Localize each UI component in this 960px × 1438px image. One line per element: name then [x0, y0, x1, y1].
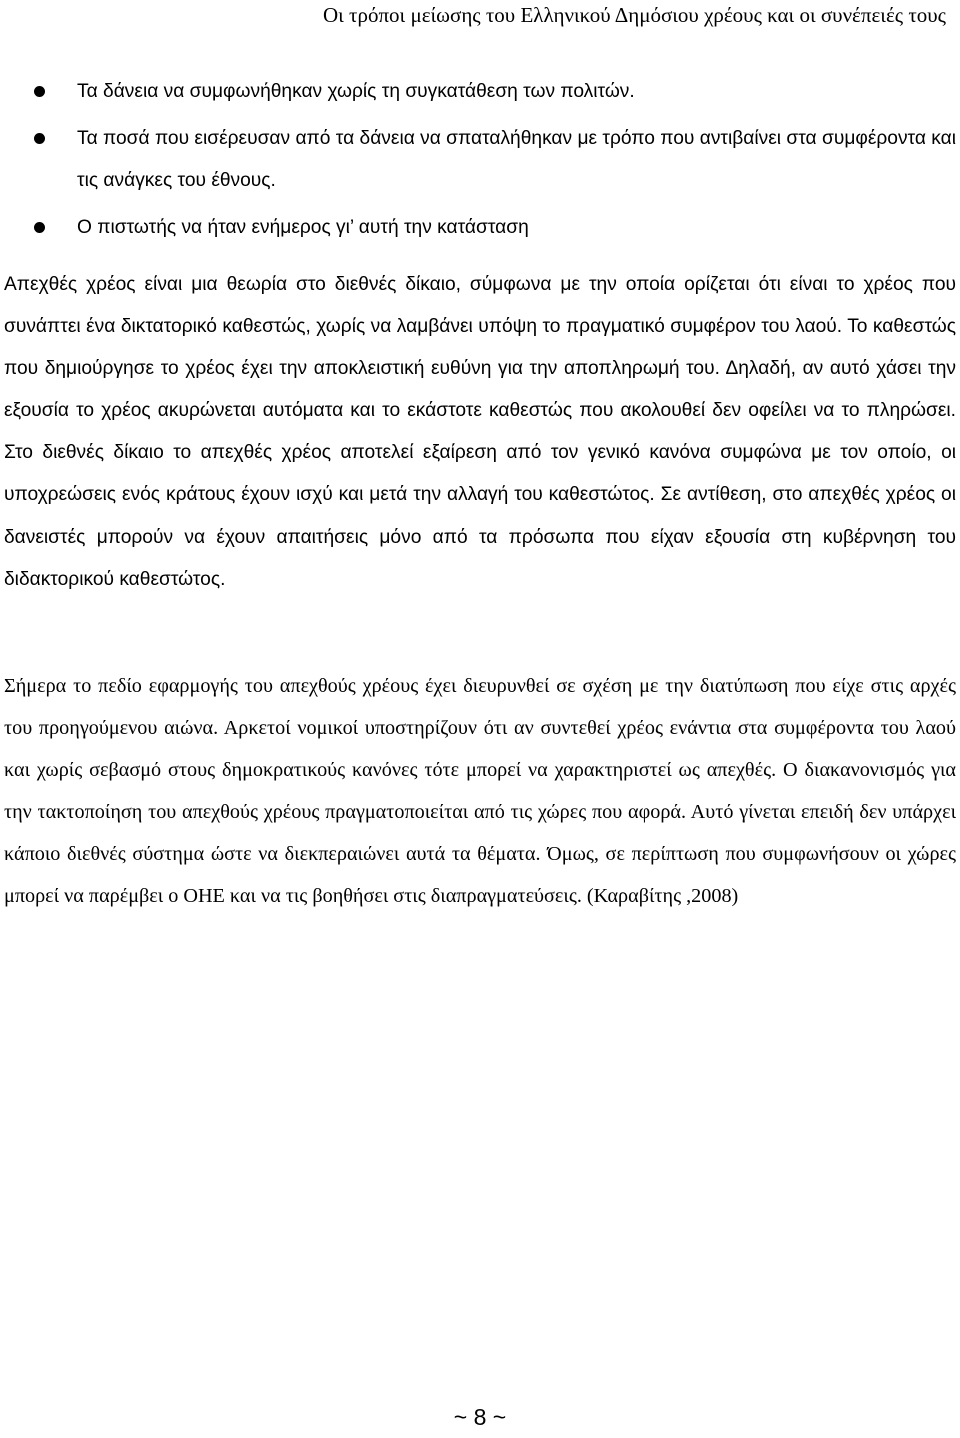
list-item — [34, 71, 956, 113]
bullet-icon — [34, 133, 45, 144]
body-paragraph: Απεχθές χρέος είναι μια θεωρία στο διεθνές δίκαιο, σύμφωνα με την οποία ορίζεται ότι είναι το χρέος που συνάπτει ένα δικτατορικό καθεστώς, χωρίς να λαμβάνει υπόψη το πραγματικό συμφέρον του λαού. Το καθεστώς που δημιούργησε το χρέος έχει την αποκλειστική ευθύνη για την αποπληρωμή του. Δηλαδή, αν αυτό χάσει την εξουσία το χρέος ακυρώνεται αυτόματα και το εκάστοτε καθεστώς που ακολουθεί δεν οφείλει να το πληρώσει. Στο διεθνές δίκαιο το απεχθές χρέος αποτελεί εξαίρεση από τον γενικό κανόνα συμφώνα με τον οποίο, οι υποχρεώσεις ενός κράτους έχουν ισχύ και μετά την αλλαγή του καθεστώτος. Σε αντίθεση, στο απεχθές χρέος οι δανειστές μπορούν να έχουν απαιτήσεις μόνο από τα πρόσωπα που είχαν εξουσία στη κυβέρνηση του διδακτορικού καθεστώτος. — [4, 274, 956, 590]
list-item-text: Ο πιστωτής να ήταν ενήμερος γι’ αυτή την κατάσταση — [77, 217, 529, 238]
list-item-text: Τα ποσά που εισέρευσαν από τα δάνεια να σπαταλήθηκαν με τρόπο που αντιβαίνει στα συμφέροντα και τις ανάγκες του έθνους. — [77, 128, 956, 191]
bullet-list — [34, 71, 956, 249]
running-header: Οι τρόποι μείωσης του Ελληνικού Δημόσιου χρέους και οι συνέπειές τους — [322, 3, 946, 27]
page-number: ~ 8 ~ — [453, 1404, 507, 1430]
bullet-icon — [34, 222, 45, 233]
list-item — [34, 207, 956, 249]
body-paragraph: Σήμερα το πεδίο εφαρμογής του απεχθούς χρέους έχει διευρυνθεί σε σχέση με την διατύπωση που είχε στις αρχές του προηγούμενου αιώνα. Αρκετοί νομικοί υποστηρίζουν ότι αν συντεθεί χρέος ενάντια στα συμφέροντα του λαού και χωρίς σεβασμό στους δημοκρατικούς κανόνες τότε μπορεί να χαρακτηριστεί ως απεχθές. Ο διακανονισμός για την τακτοποίηση του απεχθούς χρέους πραγματοποιείται από τις χώρες που αφορά. Αυτό γίνεται επειδή δεν υπάρχει κάποιο διεθνές σύστημα ώστε να διεκπεραιώνει αυτά τα θέματα. Όμως, σε περίπτωση που συμφωνήσουν οι χώρες μπορεί να παρέμβει ο ΟΗΕ και να τις βοηθήσει στις διαπραγματεύσεις. (Καραβίτης ,2008) — [4, 675, 956, 908]
list-item — [34, 118, 956, 202]
list-item-text: Τα δάνεια να συμφωνήθηκαν χωρίς τη συγκατάθεση των πολιτών. — [77, 81, 635, 102]
bullet-icon — [34, 86, 45, 97]
